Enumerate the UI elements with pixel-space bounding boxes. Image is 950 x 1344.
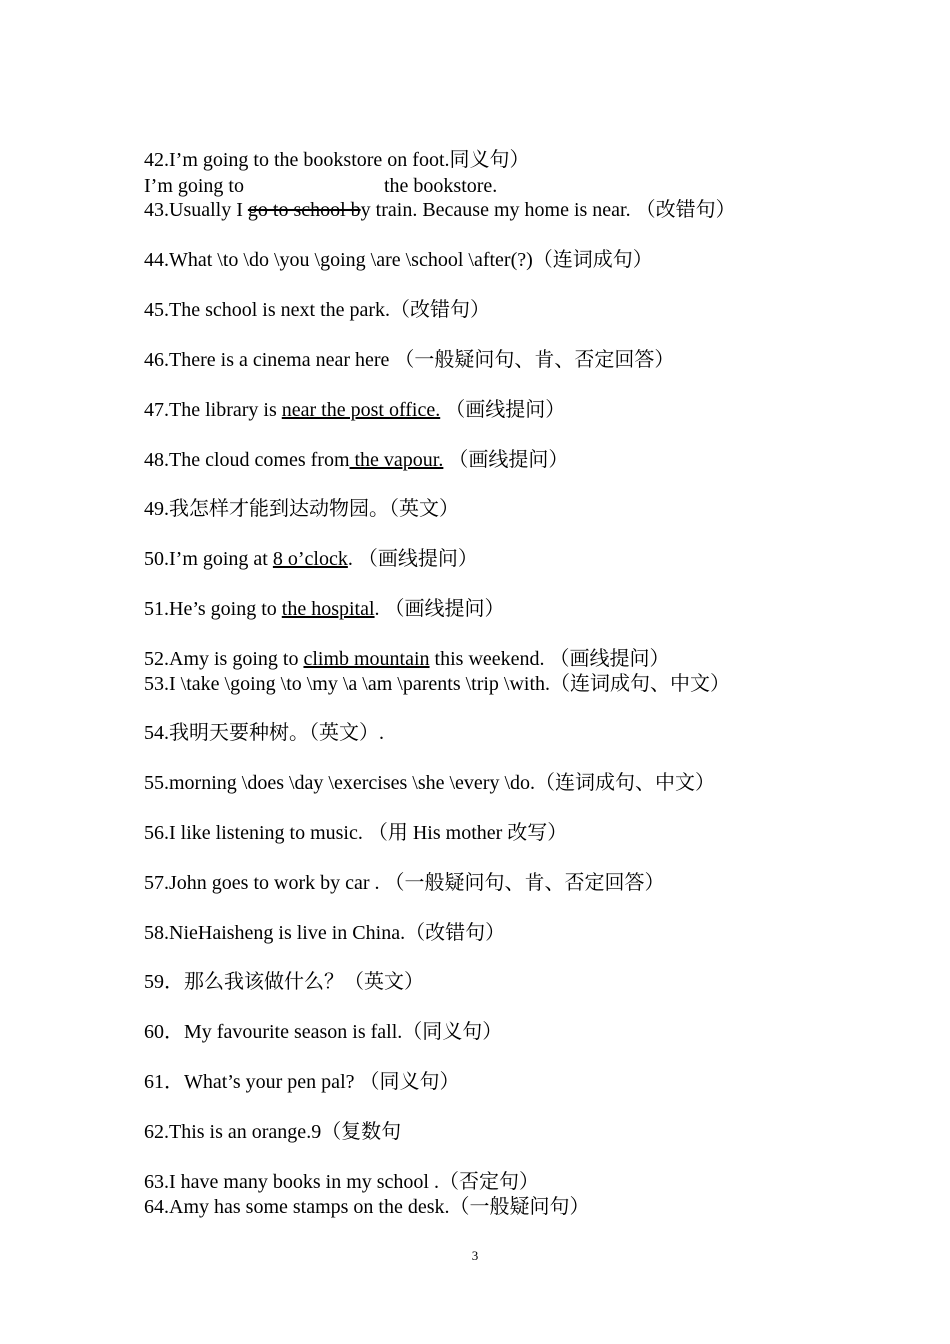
question-52-underlined: climb mountain	[303, 648, 430, 670]
question-62-text: 62.This is an orange.9（复数句	[144, 1121, 402, 1143]
question-50-text-start: 50.I’m going at	[144, 548, 273, 570]
question-61	[144, 1070, 460, 1094]
question-63	[144, 1170, 539, 1194]
question-47	[144, 398, 565, 422]
question-54-text: 54.我明天要种树。（英文）.	[144, 722, 384, 744]
question-51-underlined: the hospital	[281, 598, 375, 620]
question-48-text-start: 48.The cloud comes from	[144, 449, 350, 471]
question-42-answer-line	[144, 174, 497, 198]
question-60-text: 60．My favourite season is fall.（同义句）	[144, 1021, 503, 1043]
question-47-underlined: near the post office.	[281, 399, 441, 421]
question-51-text-start: 51.He’s going to	[144, 598, 282, 620]
question-43	[144, 198, 736, 222]
question-63-text: 63.I have many books in my school .（否定句）	[144, 1171, 539, 1193]
question-47-instruction: （画线提问）	[440, 399, 566, 421]
question-55-text: 55.morning \does \day \exercises \she \every \do.（连词成句、中文）	[144, 772, 716, 794]
question-53-text: 53.I \take \going \to \my \a \am \parents \trip \with.（连词成句、中文）	[144, 673, 731, 695]
question-46-text: 46.There is a cinema near here （一般疑问句、肯、否定回答）	[144, 349, 675, 371]
question-43-text-start: 43.Usually I	[144, 199, 248, 221]
question-51-instruction: . （画线提问）	[374, 598, 505, 620]
question-62	[144, 1120, 401, 1144]
question-43-strikethrough: go to school b	[247, 199, 361, 221]
question-60	[144, 1020, 502, 1044]
question-50-instruction: . （画线提问）	[347, 548, 478, 570]
question-43-text-end: y train. Because my home is near. （改错句）	[360, 199, 736, 221]
question-58-text: 58.NieHaisheng is live in China.（改错句）	[144, 922, 506, 944]
question-42-text: 42.I’m going to the bookstore on foot.同义句）	[144, 149, 530, 171]
question-42	[144, 148, 530, 172]
question-56-text: 56.I like listening to music. （用 His mother 改写）	[144, 822, 568, 844]
question-56	[144, 821, 567, 845]
question-55	[144, 771, 715, 795]
question-49-text: 49.我怎样才能到达动物园。（英文）	[144, 498, 459, 520]
page-number: 3	[471, 1248, 479, 1263]
question-49	[144, 497, 459, 521]
question-45-text: 45.The school is next the park.（改错句）	[144, 299, 491, 321]
question-57	[144, 871, 665, 895]
question-48-instruction: （画线提问）	[443, 449, 569, 471]
question-47-text-start: 47.The library is	[144, 399, 282, 421]
question-45	[144, 298, 490, 322]
question-61-text: 61．What’s your pen pal? （同义句）	[144, 1071, 460, 1093]
question-58	[144, 921, 505, 945]
question-59	[144, 970, 424, 994]
question-59-text: 59．那么我该做什么？（英文）	[144, 971, 424, 993]
question-57-text: 57.John goes to work by car . （一般疑问句、肯、否定回答）	[144, 872, 665, 894]
question-48-underlined: the vapour.	[349, 449, 444, 471]
question-54	[144, 721, 384, 745]
question-50-underlined: 8 o’clock	[272, 548, 348, 570]
question-46	[144, 348, 674, 372]
question-50	[144, 547, 478, 571]
question-44-text: 44.What \to \do \you \going \are \school \after(?)（连词成句）	[144, 249, 653, 271]
question-52-instruction: this weekend. （画线提问）	[429, 648, 670, 670]
question-52-text-start: 52.Amy is going to	[144, 648, 304, 670]
question-44	[144, 248, 653, 272]
question-64-text: 64.Amy has some stamps on the desk.（一般疑问句）	[144, 1196, 590, 1218]
answer-suffix: the bookstore.	[384, 175, 498, 197]
question-53	[144, 672, 730, 696]
question-51	[144, 597, 505, 621]
question-48	[144, 448, 568, 472]
question-52	[144, 647, 670, 671]
question-64	[144, 1195, 590, 1219]
answer-prefix: I’m going to	[144, 175, 244, 197]
